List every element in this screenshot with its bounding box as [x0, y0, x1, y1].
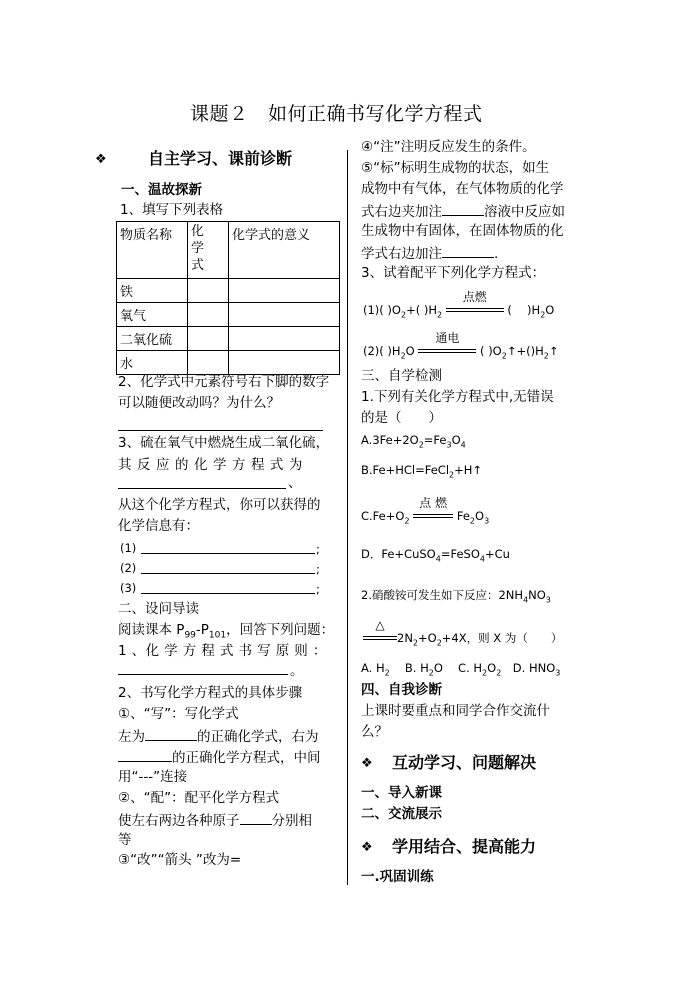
step5-line3: 式右边夹加注 溶液中反应如 [361, 204, 565, 220]
substance-table [116, 221, 340, 375]
step3-title: ③“改”“箭头 ”改为= [118, 852, 242, 868]
mc2-line2: △ $2N_2+O_2+4X$，则 X 为（ ） [363, 632, 562, 647]
table-input-cell[interactable] [188, 351, 229, 375]
mc1-line1: 1.下列有关化学方程式中,无错误 [361, 389, 554, 405]
diamond-bullet-icon: ❖ [95, 152, 107, 167]
column-divider [347, 150, 348, 885]
answer-blank[interactable] [118, 749, 172, 762]
step1-line1: 左为 的正确化学式，右为 [118, 729, 319, 745]
table-header-cell: 化 学 式 [188, 222, 229, 279]
steps-title: 2、书写化学方程式的具体步骤 [118, 685, 303, 701]
consolidate-heading: 一.巩固训练 [361, 869, 434, 885]
question-2-line2: 可以随便改动吗？为什么？ [118, 395, 280, 411]
table-input-cell[interactable] [188, 279, 229, 303]
option-a[interactable]: $A.3Fe+2O_2=Fe_3O_4$ [361, 433, 466, 450]
table-cell: 二氧化硫 [117, 327, 188, 351]
option-c[interactable]: $C.Fe+O_2$ 点 燃 $Fe_2O_3$ [361, 495, 490, 526]
question-3-line2: 其 反 应 的 化 学 方 程 式 为 [118, 457, 304, 473]
table-header-row [117, 222, 340, 279]
blank-label-2: (2) [120, 561, 137, 575]
option-d[interactable]: D．Fe+CuSO$_4$=FeSO$_4$+Cu [361, 547, 510, 564]
blank-label-3: (3) [120, 581, 137, 595]
answer-blank[interactable] [240, 812, 272, 825]
table-input-cell[interactable] [229, 351, 340, 375]
table-row [117, 303, 340, 327]
part2-heading: 二、设问导读 [118, 601, 199, 617]
equation-answer-line[interactable] [118, 476, 286, 489]
part4-heading: 四、自我诊断 [361, 682, 442, 698]
equals-sign-condition: 通电 [418, 346, 476, 358]
question-3-line5: 化学信息有： [118, 518, 199, 534]
section-heading-application: 学用结合、提高能力 [392, 837, 537, 856]
step1-title: ①、“写”：写化学式 [118, 706, 239, 722]
mc2-options[interactable]: A. $H_2$ B. $H_2O$ C. $H_2O_2$ D. $HNO_3$ [361, 661, 561, 678]
intro-heading: 一、导入新课 [361, 785, 442, 801]
equation-2: (2)( )$H_2O$ 通电 ( )$O_2↑+()H_2↑$ [363, 330, 559, 361]
table-cell: 氧气 [117, 303, 188, 327]
heat-condition-sign: △ [363, 633, 397, 645]
table-input-cell[interactable] [188, 327, 229, 351]
answer-blank[interactable] [442, 245, 494, 258]
equation-1: (1)( )$O_2+$( )$H_2$ 点燃 ( )$H_2O$ [363, 289, 555, 320]
blank-end: ; [316, 542, 320, 556]
equals-sign-condition: 点 燃 [413, 511, 453, 523]
table-row [117, 279, 340, 303]
reading-instruction: 阅读课本 $P_{99}-P_{101}$，回答下列问题： [118, 622, 335, 641]
diamond-bullet-icon: ❖ [361, 756, 373, 771]
step4-line: ④“注”注明反应发生的条件。 [361, 139, 536, 155]
table-input-cell[interactable] [229, 327, 340, 351]
principle-line: 1 、化 学 方 程 式 书 写 原 则 ： [118, 643, 327, 659]
diamond-bullet-icon: ❖ [361, 840, 373, 855]
table-input-cell[interactable] [229, 279, 340, 303]
step1-line2: 的正确化学方程式，中间 [118, 749, 321, 767]
step5-line4: 生成物中有固体，在固体物质的化 [361, 223, 564, 239]
question-3-comma: 、 [288, 475, 302, 491]
step5-line1: ⑤“标”标明生成物的状态，如生 [361, 160, 550, 176]
step5-line5: 学式右边加注 . [361, 246, 499, 262]
step2-line1: 使左右两边各种原子 分别相 [118, 813, 312, 829]
step1-line3: 用“---”连接 [118, 769, 188, 785]
answer-blank[interactable] [145, 728, 197, 741]
exchange-heading: 二、交流展示 [361, 806, 442, 822]
table-input-cell[interactable] [188, 303, 229, 327]
option-b[interactable]: B.Fe+HCl=FeCl$_2$+H↑ [361, 463, 483, 480]
question-1: 1、填写下列表格 [120, 202, 224, 218]
answer-line[interactable] [118, 418, 323, 431]
step2-line2: 等 [118, 832, 132, 848]
info-answer-line-2[interactable] [141, 561, 315, 574]
blank-end: ; [316, 582, 320, 596]
mc1-line2: 的是（ ） [361, 410, 442, 426]
equals-sign-condition: 点燃 [446, 305, 504, 317]
table-header-cell: 化学式的意义 [229, 222, 340, 279]
answer-blank[interactable] [442, 203, 484, 216]
question-3-line4: 从这个化学方程式，你可以获得的 [118, 497, 321, 513]
question-3-balance: 3、试着配平下列化学方程式： [361, 265, 546, 281]
principle-answer-line[interactable] [118, 662, 288, 675]
mc2-line1: 2.硝酸铵可发生如下反应：$2NH_4NO_3$ [361, 588, 551, 605]
principle-end: 。 [290, 663, 304, 679]
question-3-line1: 3、硫在氧气中燃烧生成二氧化硫， [118, 435, 330, 451]
table-header-cell: 物质名称 [117, 222, 188, 279]
step5-line2: 成物中有气体，在气体物质的化学 [361, 181, 564, 197]
table-input-cell[interactable] [229, 303, 340, 327]
section-heading-self-study: 自主学习、课前诊断 [148, 149, 293, 168]
section-heading-interactive: 互动学习、问题解决 [392, 753, 537, 772]
table-cell: 水 [117, 351, 188, 375]
part1-heading: 一、温故探新 [121, 182, 202, 198]
info-answer-line-3[interactable] [141, 581, 315, 594]
diagnosis-line2: 么？ [361, 724, 388, 740]
part3-heading: 三、自学检测 [361, 368, 442, 384]
page-title: 课题２ 如何正确书写化学方程式 [190, 103, 483, 125]
step2-title: ②、“配”：配平化学方程式 [118, 790, 280, 806]
blank-end: ; [316, 562, 320, 576]
table-row [117, 327, 340, 351]
info-answer-line-1[interactable] [141, 541, 315, 554]
table-row [117, 351, 340, 375]
diagnosis-line1: 上课时要重点和同学合作交流什 [361, 703, 550, 719]
table-cell: 铁 [117, 279, 188, 303]
question-2-line1: 2、化学式中元素符号右下脚的数字 [118, 374, 330, 390]
blank-label-1: (1) [120, 541, 137, 555]
